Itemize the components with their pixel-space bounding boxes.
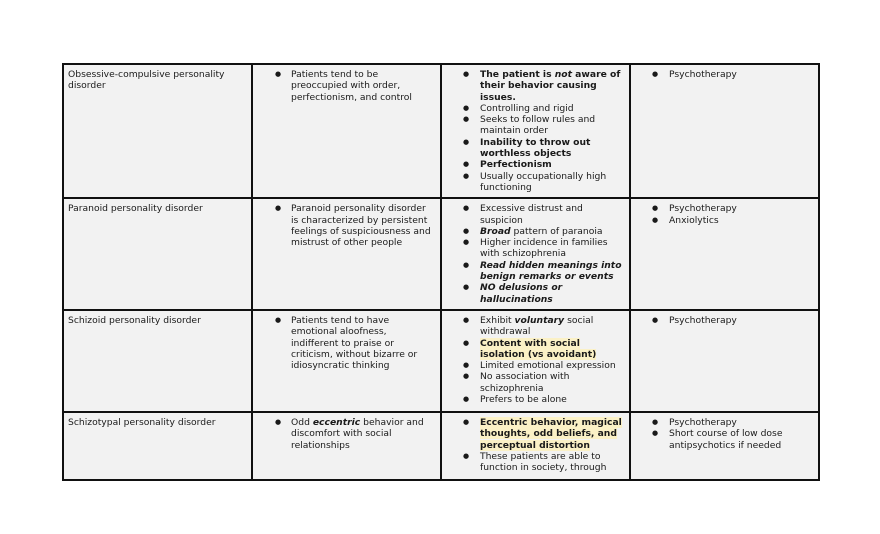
disorder-name-cell: Schizoid personality disorder: [63, 310, 252, 412]
treatment-cell: [630, 64, 819, 198]
features-cell: [441, 412, 630, 480]
features-cell: [441, 64, 630, 198]
list-item: ● Psychotherapy: [635, 315, 814, 326]
list-item: ● Eccentric behavior, magical thoughts, odd beliefs, and perceptual distortion: [446, 417, 625, 451]
list-item: ● Controlling and rigid: [446, 103, 625, 114]
treatment-cell: [630, 198, 819, 310]
list-item: ● Read hidden meanings into benign remarks or events: [446, 260, 625, 283]
list-item: ● NO delusions or hallucinations: [446, 282, 625, 305]
list-item: ● Content with social isolation (vs avoidant): [446, 338, 625, 361]
personality-disorders-table: [62, 63, 820, 481]
list-item: ● Psychotherapy: [635, 417, 814, 428]
list-item: ● Inability to throw out worthless objects: [446, 137, 625, 160]
disorder-name-cell: Obsessive-compulsive personality disorder: [63, 64, 252, 198]
description-cell: [252, 198, 441, 310]
list-item: ● Usually occupationally high functioning: [446, 171, 625, 194]
list-item: ● Broad pattern of paranoia: [446, 226, 625, 237]
list-item: ● Seeks to follow rules and maintain order: [446, 114, 625, 137]
list-item: ● Patients tend to have emotional aloofness, indifferent to praise or criticism, without bizarre or idiosyncratic thinking: [257, 315, 436, 371]
list-item: ● Paranoid personality disorder is characterized by persistent feelings of suspiciousness and mistrust of other people: [257, 203, 436, 248]
description-cell: [252, 64, 441, 198]
table-row: [63, 198, 819, 310]
list-item: ● Perfectionism: [446, 159, 625, 170]
list-item: ● Psychotherapy: [635, 69, 814, 80]
list-item: ● Odd eccentric behavior and discomfort with social relationships: [257, 417, 436, 451]
list-item: ● Patients tend to be preoccupied with order, perfectionism, and control: [257, 69, 436, 103]
features-cell: [441, 310, 630, 412]
list-item: ● The patient is not aware of their behavior causing issues.: [446, 69, 625, 103]
table-row: [63, 64, 819, 198]
list-item: ● Limited emotional expression: [446, 360, 625, 371]
list-item: ● These patients are able to function in society, through: [446, 451, 625, 474]
list-item: ● Excessive distrust and suspicion: [446, 203, 625, 226]
disorder-name-cell: Schizotypal personality disorder: [63, 412, 252, 480]
table-row: [63, 310, 819, 412]
list-item: ● Exhibit voluntary social withdrawal: [446, 315, 625, 338]
list-item: ● Prefers to be alone: [446, 394, 625, 405]
treatment-cell: [630, 412, 819, 480]
list-item: ● Higher incidence in families with schizophrenia: [446, 237, 625, 260]
disorder-name-cell: Paranoid personality disorder: [63, 198, 252, 310]
table-row: [63, 412, 819, 480]
features-cell: [441, 198, 630, 310]
list-item: ● No association with schizophrenia: [446, 371, 625, 394]
list-item: ● Anxiolytics: [635, 215, 814, 226]
list-item: ● Short course of low dose antipsychotics if needed: [635, 428, 814, 451]
treatment-cell: [630, 310, 819, 412]
list-item: ● Psychotherapy: [635, 203, 814, 214]
description-cell: [252, 310, 441, 412]
description-cell: [252, 412, 441, 480]
